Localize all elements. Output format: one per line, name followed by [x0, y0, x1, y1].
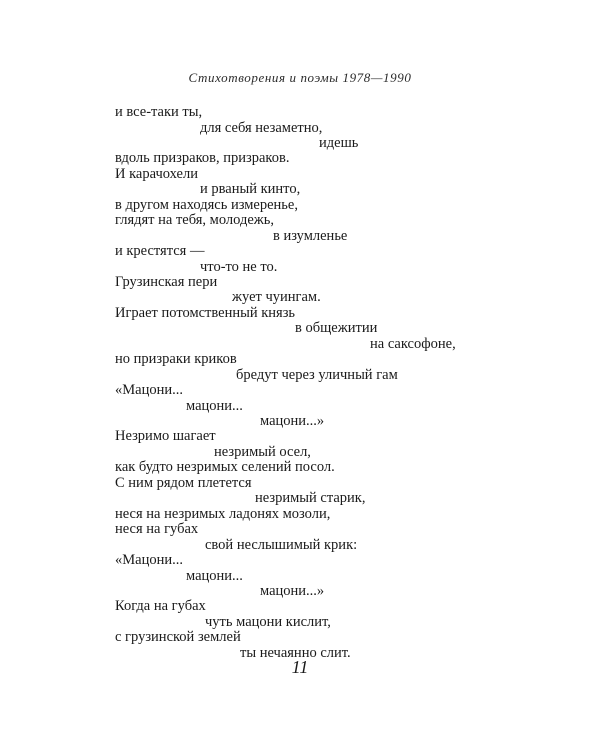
poem-line: что-то не то.	[200, 258, 278, 275]
running-head: Стихотворения и поэмы 1978—1990	[188, 70, 412, 85]
poem-line: глядят на тебя, молодежь,	[115, 212, 275, 229]
poem-line: свой неслышимый крик:	[205, 536, 358, 553]
poem-line: мацони...»	[260, 583, 325, 599]
poem-line: мацони...	[186, 397, 243, 414]
page-number: 11	[291, 657, 309, 677]
poem-line: в общежитии	[295, 320, 378, 337]
poem-line: в другом находясь измеренье,	[115, 196, 298, 213]
poem-line: в изумленье	[273, 227, 348, 244]
poem-line: Незримо шагает	[115, 428, 216, 445]
poem-line: на саксофоне,	[370, 335, 456, 352]
poem-line: как будто незримых селений посол.	[115, 459, 335, 476]
poem-line: Когда на губах	[115, 598, 206, 615]
poem-line: Грузинская пери	[115, 273, 218, 290]
poem-line: «Мацони...	[115, 382, 183, 399]
poem-line: мацони...	[186, 567, 243, 584]
poem-line: «Мацони...	[115, 552, 183, 568]
poem-line: неся на губах	[115, 521, 199, 538]
poem-line: но призраки криков	[115, 351, 237, 368]
poem-line: и все-таки ты,	[115, 104, 203, 120]
poem-line: И карачохели	[115, 165, 198, 182]
poem-line: С ним рядом плетется	[115, 474, 252, 491]
poem-line: с грузинской землей	[115, 629, 241, 646]
poem-line: вдоль призраков, призраков.	[115, 150, 290, 167]
poem-line: мацони...»	[260, 413, 325, 429]
poem-line: незримый осел,	[214, 443, 311, 460]
poem-line: жует чуингам.	[232, 289, 321, 306]
poem-line: ты нечаянно слит.	[240, 644, 351, 661]
poem-line: чуть мацони кислит,	[205, 613, 331, 630]
poem-line: и крестятся —	[115, 243, 205, 259]
poem-line: бредут через уличный гам	[236, 366, 398, 383]
poem-line: незримый старик,	[255, 490, 366, 507]
poem-line: неся на незримых ладонях мозоли,	[115, 505, 331, 522]
poem-line: и рваный кинто,	[200, 181, 301, 198]
poem-line: идешь	[319, 134, 359, 151]
poem-line: для себя незаметно,	[200, 119, 323, 136]
poem-line: Играет потомственный князь	[115, 304, 296, 321]
